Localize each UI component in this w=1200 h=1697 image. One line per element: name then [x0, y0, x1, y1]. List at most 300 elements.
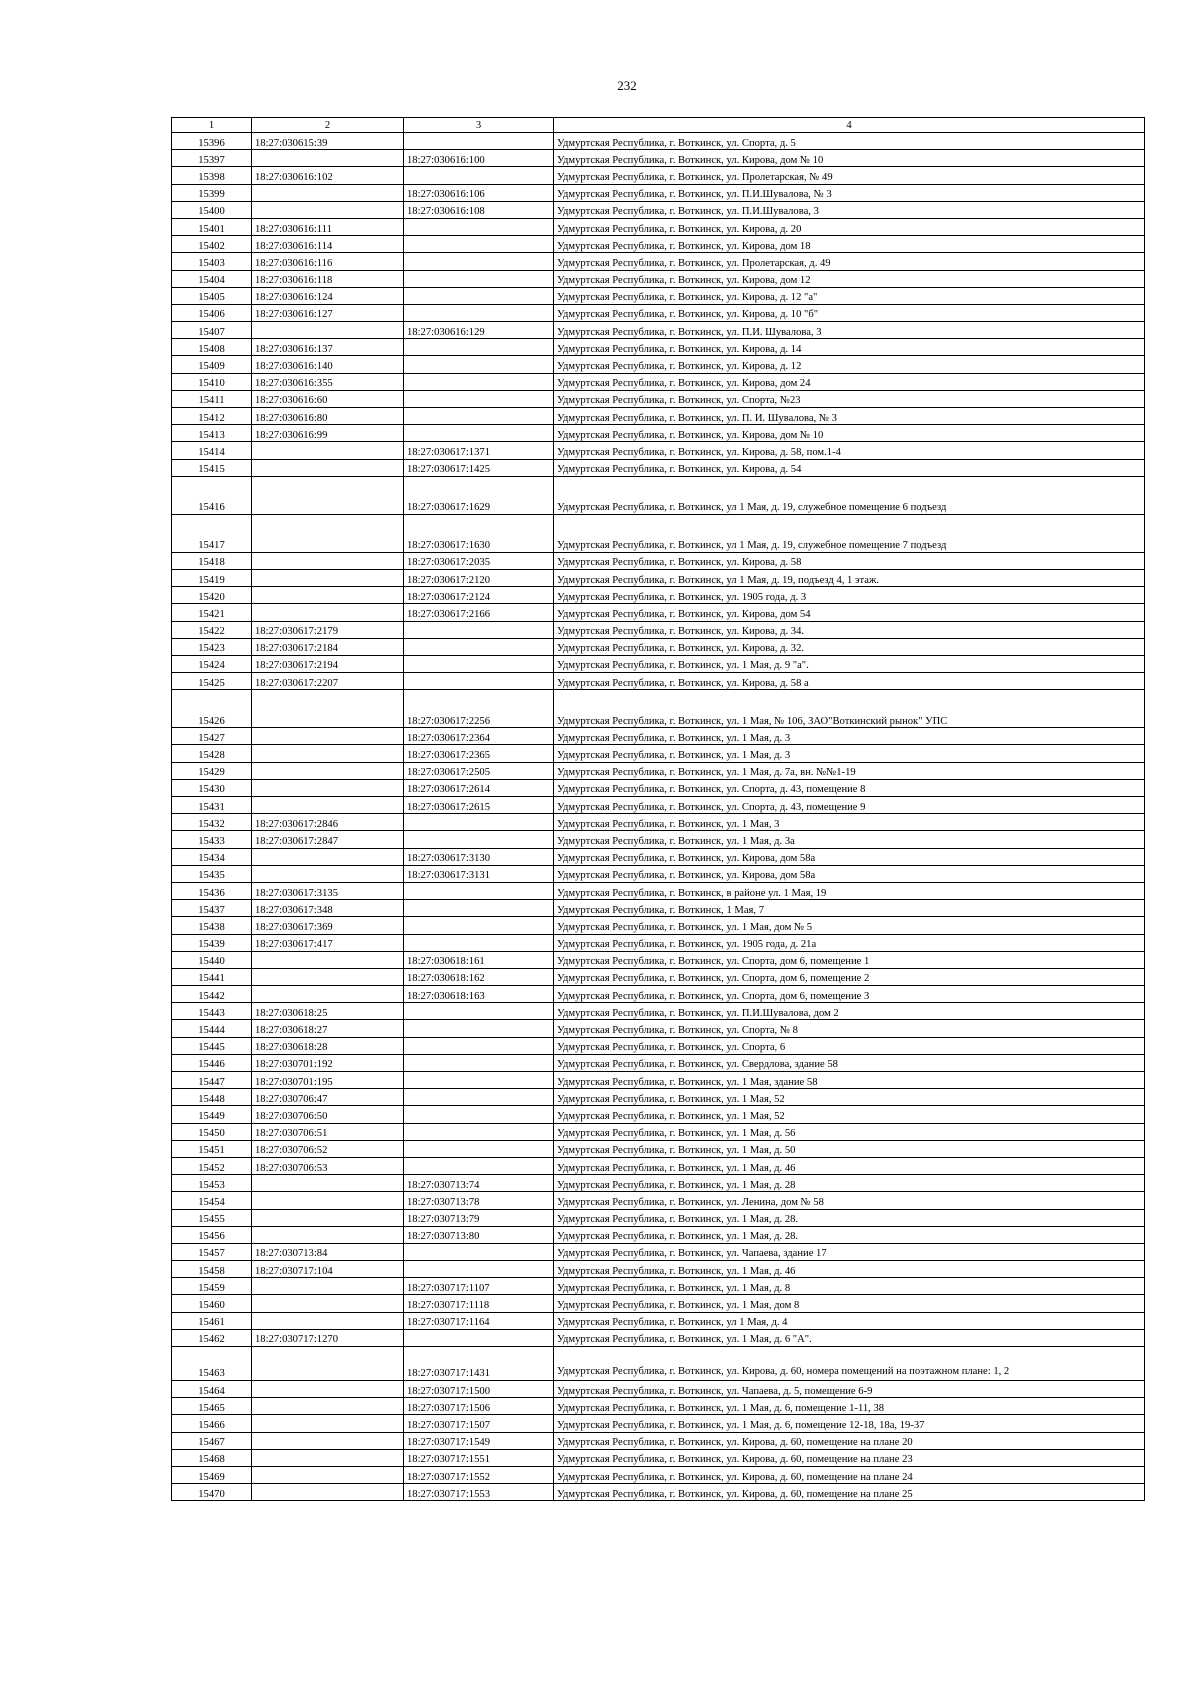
table-row: [172, 1278, 1145, 1295]
cadastral-number-cell: 18:27:030616:99: [252, 425, 404, 442]
row-number-cell: 15419: [172, 569, 252, 586]
cadastral-number-cell: 18:27:030706:52: [252, 1140, 404, 1157]
address-cell: Удмуртская Республика, г. Воткинск, ул. Кирова, дом № 10: [554, 425, 1145, 442]
cadastral-number-alt-cell: 18:27:030618:163: [404, 986, 554, 1003]
row-number-cell: 15468: [172, 1449, 252, 1466]
cadastral-number-cell: 18:27:030616:140: [252, 356, 404, 373]
cadastral-number-cell: [252, 1175, 404, 1192]
cadastral-number-cell: 18:27:030616:124: [252, 287, 404, 304]
cadastral-number-cell: 18:27:030616:137: [252, 339, 404, 356]
table-row: [172, 604, 1145, 621]
table-row: [172, 150, 1145, 167]
table-row: [172, 1209, 1145, 1226]
address-cell: Удмуртская Республика, г. Воткинск, ул. П.И.Шувалова, № 3: [554, 184, 1145, 201]
address-cell: Удмуртская Республика, г. Воткинск, ул. Свердлова, здание 58: [554, 1054, 1145, 1071]
row-number-cell: 15398: [172, 167, 252, 184]
cadastral-number-alt-cell: 18:27:030717:1552: [404, 1466, 554, 1483]
table-row: [172, 951, 1145, 968]
address-cell: Удмуртская Республика, г. Воткинск, ул. 1 Мая, д. 6, помещение 1-11, 38: [554, 1398, 1145, 1415]
cadastral-number-alt-cell: 18:27:030617:1629: [404, 476, 554, 514]
table-row: [172, 167, 1145, 184]
cadastral-number-cell: 18:27:030706:53: [252, 1157, 404, 1174]
table-row: [172, 882, 1145, 899]
cadastral-number-alt-cell: [404, 339, 554, 356]
cadastral-number-cell: [252, 569, 404, 586]
table-row: [172, 304, 1145, 321]
row-number-cell: 15405: [172, 287, 252, 304]
table-row: [172, 690, 1145, 728]
table-row: [172, 253, 1145, 270]
row-number-cell: 15461: [172, 1312, 252, 1329]
row-number-cell: 15421: [172, 604, 252, 621]
row-number-cell: 15404: [172, 270, 252, 287]
address-cell: Удмуртская Республика, г. Воткинск, ул. Пролетарская, № 49: [554, 167, 1145, 184]
table-row: [172, 762, 1145, 779]
cadastral-number-cell: [252, 745, 404, 762]
address-cell: Удмуртская Республика, г. Воткинск, ул. Кирова, дом 12: [554, 270, 1145, 287]
address-cell: Удмуртская Республика, г. Воткинск, ул. Спорта, д. 5: [554, 133, 1145, 150]
address-cell: Удмуртская Республика, г. Воткинск, ул. Спорта, дом 6, помещение 3: [554, 986, 1145, 1003]
cadastral-number-alt-cell: [404, 1243, 554, 1260]
table-row: [172, 514, 1145, 552]
address-cell: Удмуртская Республика, г. Воткинск, ул. 1 Мая, д. 8: [554, 1278, 1145, 1295]
table-row: [172, 1295, 1145, 1312]
row-number-cell: 15420: [172, 587, 252, 604]
cadastral-number-cell: 18:27:030617:3135: [252, 882, 404, 899]
cadastral-number-cell: [252, 865, 404, 882]
address-cell: Удмуртская Республика, г. Воткинск, ул. Спорта, дом 6, помещение 1: [554, 951, 1145, 968]
cadastral-number-cell: [252, 690, 404, 728]
cadastral-number-cell: 18:27:030617:2847: [252, 831, 404, 848]
table-row: [172, 1226, 1145, 1243]
cadastral-number-cell: 18:27:030618:27: [252, 1020, 404, 1037]
table-row: [172, 390, 1145, 407]
row-number-cell: 15469: [172, 1466, 252, 1483]
cadastral-number-cell: [252, 1278, 404, 1295]
row-number-cell: 15453: [172, 1175, 252, 1192]
cadastral-number-cell: [252, 1295, 404, 1312]
table-row: [172, 287, 1145, 304]
cadastral-number-alt-cell: [404, 390, 554, 407]
row-number-cell: 15448: [172, 1089, 252, 1106]
address-cell: Удмуртская Республика, г. Воткинск, ул. Кирова, д. 12 "а": [554, 287, 1145, 304]
row-number-cell: 15463: [172, 1347, 252, 1381]
table-row: [172, 814, 1145, 831]
cadastral-number-alt-cell: 18:27:030717:1506: [404, 1398, 554, 1415]
address-cell: Удмуртская Республика, г. Воткинск, ул 1 Мая, д. 19, подъезд 4, 1 этаж.: [554, 569, 1145, 586]
cadastral-number-alt-cell: [404, 1329, 554, 1346]
row-number-cell: 15422: [172, 621, 252, 638]
cadastral-number-alt-cell: [404, 425, 554, 442]
cadastral-number-alt-cell: 18:27:030616:106: [404, 184, 554, 201]
cadastral-number-alt-cell: [404, 1261, 554, 1278]
table-row: [172, 1037, 1145, 1054]
row-number-cell: 15426: [172, 690, 252, 728]
cadastral-number-alt-cell: [404, 1140, 554, 1157]
table-row: [172, 917, 1145, 934]
address-cell: Удмуртская Республика, г. Воткинск, ул. 1905 года, д. 3: [554, 587, 1145, 604]
cadastral-number-alt-cell: 18:27:030617:2615: [404, 797, 554, 814]
cadastral-number-alt-cell: [404, 1054, 554, 1071]
table-row: [172, 236, 1145, 253]
table-row: [172, 1243, 1145, 1260]
table-row: [172, 1398, 1145, 1415]
cadastral-number-cell: 18:27:030617:2846: [252, 814, 404, 831]
cadastral-number-cell: [252, 322, 404, 339]
cadastral-number-alt-cell: [404, 373, 554, 390]
row-number-cell: 15470: [172, 1484, 252, 1501]
table-row: [172, 831, 1145, 848]
header-col-1: 1: [172, 118, 252, 133]
address-cell: Удмуртская Республика, г. Воткинск, ул. 1 Мая, д. 28.: [554, 1226, 1145, 1243]
cadastral-number-cell: [252, 201, 404, 218]
address-cell: Удмуртская Республика, г. Воткинск, ул. Спорта, №23: [554, 390, 1145, 407]
cadastral-number-cell: [252, 1226, 404, 1243]
address-cell: Удмуртская Республика, г. Воткинск, ул. Чапаева, здание 17: [554, 1243, 1145, 1260]
table-row: [172, 1484, 1145, 1501]
cadastral-number-cell: 18:27:030616:116: [252, 253, 404, 270]
cadastral-number-cell: [252, 779, 404, 796]
address-cell: Удмуртская Республика, г. Воткинск, ул. П.И. Шувалова, 3: [554, 322, 1145, 339]
table-row: [172, 621, 1145, 638]
cadastral-number-alt-cell: [404, 1157, 554, 1174]
row-number-cell: 15450: [172, 1123, 252, 1140]
cadastral-number-alt-cell: [404, 621, 554, 638]
row-number-cell: 15451: [172, 1140, 252, 1157]
row-number-cell: 15452: [172, 1157, 252, 1174]
cadastral-number-alt-cell: [404, 882, 554, 899]
cadastral-number-cell: [252, 604, 404, 621]
cadastral-number-cell: 18:27:030616:102: [252, 167, 404, 184]
cadastral-number-alt-cell: 18:27:030713:74: [404, 1175, 554, 1192]
cadastral-number-cell: 18:27:030717:1270: [252, 1329, 404, 1346]
table-row: [172, 1072, 1145, 1089]
address-cell: Удмуртская Республика, г. Воткинск, ул. 1 Мая, д. 6 "А".: [554, 1329, 1145, 1346]
table-row: [172, 655, 1145, 672]
cadastral-number-alt-cell: 18:27:030617:2365: [404, 745, 554, 762]
row-number-cell: 15396: [172, 133, 252, 150]
cadastral-number-cell: 18:27:030616:114: [252, 236, 404, 253]
address-cell: Удмуртская Республика, г. Воткинск, ул. Кирова, д. 60, помещение на плане 20: [554, 1432, 1145, 1449]
row-number-cell: 15433: [172, 831, 252, 848]
cadastral-number-alt-cell: [404, 304, 554, 321]
cadastral-number-alt-cell: 18:27:030617:2364: [404, 728, 554, 745]
table-row: [172, 184, 1145, 201]
table-row: [172, 1123, 1145, 1140]
cadastral-number-cell: [252, 1398, 404, 1415]
cadastral-number-alt-cell: 18:27:030617:2505: [404, 762, 554, 779]
row-number-cell: 15455: [172, 1209, 252, 1226]
address-cell: Удмуртская Республика, г. Воткинск, ул. Спорта, № 8: [554, 1020, 1145, 1037]
address-cell: Удмуртская Республика, г. Воткинск, ул. Кирова, д. 60, помещение на плане 23: [554, 1449, 1145, 1466]
cadastral-number-alt-cell: 18:27:030717:1164: [404, 1312, 554, 1329]
address-cell: Удмуртская Республика, г. Воткинск, ул. Кирова, дом 18: [554, 236, 1145, 253]
cadastral-number-alt-cell: 18:27:030713:79: [404, 1209, 554, 1226]
row-number-cell: 15466: [172, 1415, 252, 1432]
address-cell: Удмуртская Республика, г. Воткинск, ул. Кирова, д. 14: [554, 339, 1145, 356]
cadastral-number-alt-cell: [404, 218, 554, 235]
cadastral-number-cell: 18:27:030617:2179: [252, 621, 404, 638]
cadastral-number-alt-cell: [404, 1106, 554, 1123]
row-number-cell: 15403: [172, 253, 252, 270]
table-row: [172, 638, 1145, 655]
row-number-cell: 15447: [172, 1072, 252, 1089]
address-cell: Удмуртская Республика, г. Воткинск, ул. Кирова, д. 34.: [554, 621, 1145, 638]
cadastral-number-cell: 18:27:030616:60: [252, 390, 404, 407]
address-cell: Удмуртская Республика, г. Воткинск, 1 Мая, 7: [554, 900, 1145, 917]
cadastral-number-cell: 18:27:030615:39: [252, 133, 404, 150]
cadastral-number-alt-cell: 18:27:030616:100: [404, 150, 554, 167]
cadastral-number-cell: [252, 1381, 404, 1398]
address-cell: Удмуртская Республика, г. Воткинск, ул. 1 Мая, д. 6, помещение 12-18, 18а, 19-37: [554, 1415, 1145, 1432]
address-cell: Удмуртская Республика, г. Воткинск, ул. П.И.Шувалова, дом 2: [554, 1003, 1145, 1020]
address-cell: Удмуртская Республика, г. Воткинск, ул. 1 Мая, д. 56: [554, 1123, 1145, 1140]
row-number-cell: 15411: [172, 390, 252, 407]
address-cell: Удмуртская Республика, г. Воткинск, ул. 1 Мая, д. 9 "а".: [554, 655, 1145, 672]
cadastral-number-alt-cell: [404, 408, 554, 425]
row-number-cell: 15417: [172, 514, 252, 552]
table-row: [172, 587, 1145, 604]
cadastral-number-cell: [252, 728, 404, 745]
address-cell: Удмуртская Республика, г. Воткинск, ул. Кирова, д. 32.: [554, 638, 1145, 655]
address-cell: Удмуртская Республика, г. Воткинск, ул. Кирова, д. 20: [554, 218, 1145, 235]
cadastral-number-alt-cell: 18:27:030717:1118: [404, 1295, 554, 1312]
cadastral-number-alt-cell: 18:27:030617:2256: [404, 690, 554, 728]
row-number-cell: 15409: [172, 356, 252, 373]
table-row: [172, 1157, 1145, 1174]
table-row: [172, 745, 1145, 762]
row-number-cell: 15446: [172, 1054, 252, 1071]
row-number-cell: 15414: [172, 442, 252, 459]
cadastral-number-alt-cell: [404, 814, 554, 831]
cadastral-number-cell: 18:27:030617:2194: [252, 655, 404, 672]
table-row: [172, 728, 1145, 745]
row-number-cell: 15425: [172, 673, 252, 690]
address-cell: Удмуртская Республика, г. Воткинск, ул. 1 Мая, 3: [554, 814, 1145, 831]
table-row: [172, 408, 1145, 425]
cadastral-number-cell: [252, 442, 404, 459]
table-row: [172, 1329, 1145, 1346]
row-number-cell: 15397: [172, 150, 252, 167]
address-cell: Удмуртская Республика, г. Воткинск, ул. 1 Мая, д. 28: [554, 1175, 1145, 1192]
address-cell: Удмуртская Республика, г. Воткинск, ул. Ленина, дом № 58: [554, 1192, 1145, 1209]
row-number-cell: 15438: [172, 917, 252, 934]
address-cell: Удмуртская Республика, г. Воткинск, ул. Кирова, д. 58 а: [554, 673, 1145, 690]
address-cell: Удмуртская Республика, г. Воткинск, ул. Кирова, дом 54: [554, 604, 1145, 621]
address-cell: Удмуртская Республика, г. Воткинск, ул 1 Мая, д. 4: [554, 1312, 1145, 1329]
table-row: [172, 1415, 1145, 1432]
table-body: [172, 133, 1145, 1501]
property-registry-table: [171, 117, 1145, 1501]
row-number-cell: 15427: [172, 728, 252, 745]
cadastral-number-cell: 18:27:030616:127: [252, 304, 404, 321]
header-col-3: 3: [404, 118, 554, 133]
table-row: [172, 1466, 1145, 1483]
table-row: [172, 270, 1145, 287]
row-number-cell: 15464: [172, 1381, 252, 1398]
address-cell: Удмуртская Республика, г. Воткинск, ул. П. И. Шувалова, № 3: [554, 408, 1145, 425]
table-row: [172, 779, 1145, 796]
address-cell: Удмуртская Республика, г. Воткинск, ул. 1 Мая, дом № 5: [554, 917, 1145, 934]
table-row: [172, 459, 1145, 476]
cadastral-number-cell: [252, 1347, 404, 1381]
row-number-cell: 15429: [172, 762, 252, 779]
cadastral-number-alt-cell: 18:27:030617:1371: [404, 442, 554, 459]
address-cell: Удмуртская Республика, г. Воткинск, ул. Кирова, д. 60, номера помещений на поэтажном плане: 1, 2: [554, 1347, 1145, 1381]
cadastral-number-cell: [252, 848, 404, 865]
row-number-cell: 15436: [172, 882, 252, 899]
table-row: [172, 552, 1145, 569]
cadastral-number-alt-cell: [404, 167, 554, 184]
row-number-cell: 15441: [172, 968, 252, 985]
cadastral-number-cell: [252, 951, 404, 968]
address-cell: Удмуртская Республика, г. Воткинск, ул. 1 Мая, д. 3: [554, 728, 1145, 745]
address-cell: Удмуртская Республика, г. Воткинск, ул. Кирова, дом 58а: [554, 865, 1145, 882]
cadastral-number-cell: [252, 797, 404, 814]
table-row: [172, 848, 1145, 865]
row-number-cell: 15428: [172, 745, 252, 762]
page-number: 232: [617, 78, 637, 93]
row-number-cell: 15413: [172, 425, 252, 442]
cadastral-number-alt-cell: [404, 638, 554, 655]
cadastral-number-cell: [252, 1449, 404, 1466]
cadastral-number-cell: 18:27:030617:348: [252, 900, 404, 917]
table-row: [172, 1261, 1145, 1278]
row-number-cell: 15430: [172, 779, 252, 796]
cadastral-number-alt-cell: 18:27:030713:80: [404, 1226, 554, 1243]
address-cell: Удмуртская Республика, г. Воткинск, ул. Спорта, д. 43, помещение 8: [554, 779, 1145, 796]
cadastral-number-alt-cell: 18:27:030617:1630: [404, 514, 554, 552]
cadastral-number-alt-cell: 18:27:030617:2120: [404, 569, 554, 586]
table-row: [172, 1312, 1145, 1329]
address-cell: Удмуртская Республика, г. Воткинск, ул. Спорта, 6: [554, 1037, 1145, 1054]
cadastral-number-alt-cell: [404, 1089, 554, 1106]
cadastral-number-alt-cell: 18:27:030618:161: [404, 951, 554, 968]
address-cell: Удмуртская Республика, г. Воткинск, ул. Пролетарская, д. 49: [554, 253, 1145, 270]
table-row: [172, 1347, 1145, 1381]
cadastral-number-cell: [252, 1466, 404, 1483]
table-row: [172, 373, 1145, 390]
cadastral-number-cell: 18:27:030616:118: [252, 270, 404, 287]
cadastral-number-alt-cell: [404, 900, 554, 917]
address-cell: Удмуртская Республика, г. Воткинск, ул. 1 Мая, д. 7а, вн. №№1-19: [554, 762, 1145, 779]
row-number-cell: 15400: [172, 201, 252, 218]
cadastral-number-cell: 18:27:030618:28: [252, 1037, 404, 1054]
table-row: [172, 1089, 1145, 1106]
address-cell: Удмуртская Республика, г. Воткинск, ул. Кирова, д. 60, помещение на плане 25: [554, 1484, 1145, 1501]
cadastral-number-cell: 18:27:030706:51: [252, 1123, 404, 1140]
address-cell: Удмуртская Республика, г. Воткинск, ул. 1 Мая, 52: [554, 1089, 1145, 1106]
table-row: [172, 968, 1145, 985]
row-number-cell: 15465: [172, 1398, 252, 1415]
cadastral-number-alt-cell: [404, 356, 554, 373]
table-row: [172, 1192, 1145, 1209]
table-header-row: [172, 118, 1145, 133]
cadastral-number-cell: [252, 184, 404, 201]
cadastral-number-alt-cell: [404, 673, 554, 690]
cadastral-number-alt-cell: 18:27:030617:3131: [404, 865, 554, 882]
table-row: [172, 865, 1145, 882]
row-number-cell: 15407: [172, 322, 252, 339]
cadastral-number-cell: 18:27:030616:355: [252, 373, 404, 390]
address-cell: Удмуртская Республика, г. Воткинск, ул 1 Мая, д. 19, служебное помещение 6 подъезд: [554, 476, 1145, 514]
cadastral-number-alt-cell: 18:27:030617:2035: [404, 552, 554, 569]
cadastral-number-alt-cell: 18:27:030617:2124: [404, 587, 554, 604]
table-row: [172, 1449, 1145, 1466]
cadastral-number-cell: [252, 552, 404, 569]
cadastral-number-cell: [252, 1209, 404, 1226]
address-cell: Удмуртская Республика, г. Воткинск, ул. Чапаева, д. 5, помещение 6-9: [554, 1381, 1145, 1398]
cadastral-number-cell: 18:27:030713:84: [252, 1243, 404, 1260]
cadastral-number-alt-cell: [404, 253, 554, 270]
address-cell: Удмуртская Республика, г. Воткинск, ул. 1 Мая, 52: [554, 1106, 1145, 1123]
row-number-cell: 15456: [172, 1226, 252, 1243]
address-cell: Удмуртская Республика, г. Воткинск, ул. Кирова, дом 58а: [554, 848, 1145, 865]
table-row: [172, 986, 1145, 1003]
address-cell: Удмуртская Республика, г. Воткинск, ул. 1 Мая, здание 58: [554, 1072, 1145, 1089]
address-cell: Удмуртская Республика, г. Воткинск, ул. 1 Мая, № 106, ЗАО"Воткинский рынок" УПС: [554, 690, 1145, 728]
address-cell: Удмуртская Республика, г. Воткинск, в районе ул. 1 Мая, 19: [554, 882, 1145, 899]
cadastral-number-cell: 18:27:030701:195: [252, 1072, 404, 1089]
table-row: [172, 1020, 1145, 1037]
row-number-cell: 15435: [172, 865, 252, 882]
cadastral-number-cell: [252, 762, 404, 779]
address-cell: Удмуртская Республика, г. Воткинск, ул. 1 Мая, дом 8: [554, 1295, 1145, 1312]
cadastral-number-alt-cell: 18:27:030717:1500: [404, 1381, 554, 1398]
cadastral-number-cell: 18:27:030717:104: [252, 1261, 404, 1278]
cadastral-number-alt-cell: [404, 1037, 554, 1054]
row-number-cell: 15444: [172, 1020, 252, 1037]
address-cell: Удмуртская Республика, г. Воткинск, ул. Кирова, д. 60, помещение на плане 24: [554, 1466, 1145, 1483]
cadastral-number-cell: [252, 1312, 404, 1329]
address-cell: Удмуртская Республика, г. Воткинск, ул. Кирова, д. 12: [554, 356, 1145, 373]
row-number-cell: 15457: [172, 1243, 252, 1260]
cadastral-number-cell: [252, 968, 404, 985]
address-cell: Удмуртская Республика, г. Воткинск, ул. Спорта, дом 6, помещение 2: [554, 968, 1145, 985]
address-cell: Удмуртская Республика, г. Воткинск, ул. 1 Мая, д. 28.: [554, 1209, 1145, 1226]
table-row: [172, 569, 1145, 586]
cadastral-number-alt-cell: [404, 236, 554, 253]
cadastral-number-alt-cell: [404, 287, 554, 304]
table-row: [172, 1140, 1145, 1157]
address-cell: Удмуртская Республика, г. Воткинск, ул. 1 Мая, д. 3а: [554, 831, 1145, 848]
cadastral-number-alt-cell: 18:27:030617:1425: [404, 459, 554, 476]
address-cell: Удмуртская Республика, г. Воткинск, ул. 1 Мая, д. 46: [554, 1157, 1145, 1174]
row-number-cell: 15410: [172, 373, 252, 390]
cadastral-number-alt-cell: 18:27:030617:2166: [404, 604, 554, 621]
address-cell: Удмуртская Республика, г. Воткинск, ул 1 Мая, д. 19, служебное помещение 7 подъезд: [554, 514, 1145, 552]
row-number-cell: 15460: [172, 1295, 252, 1312]
row-number-cell: 15454: [172, 1192, 252, 1209]
row-number-cell: 15418: [172, 552, 252, 569]
row-number-cell: 15408: [172, 339, 252, 356]
row-number-cell: 15442: [172, 986, 252, 1003]
table-row: [172, 218, 1145, 235]
table-row: [172, 339, 1145, 356]
cadastral-number-cell: [252, 1192, 404, 1209]
row-number-cell: 15432: [172, 814, 252, 831]
table-row: [172, 1432, 1145, 1449]
address-cell: Удмуртская Республика, г. Воткинск, ул. 1 Мая, д. 3: [554, 745, 1145, 762]
cadastral-number-cell: 18:27:030617:2207: [252, 673, 404, 690]
cadastral-number-alt-cell: 18:27:030717:1507: [404, 1415, 554, 1432]
cadastral-number-cell: 18:27:030616:80: [252, 408, 404, 425]
row-number-cell: 15437: [172, 900, 252, 917]
header-col-2: 2: [252, 118, 404, 133]
table-row: [172, 442, 1145, 459]
address-cell: Удмуртская Республика, г. Воткинск, ул. 1905 года, д. 21а: [554, 934, 1145, 951]
row-number-cell: 15415: [172, 459, 252, 476]
